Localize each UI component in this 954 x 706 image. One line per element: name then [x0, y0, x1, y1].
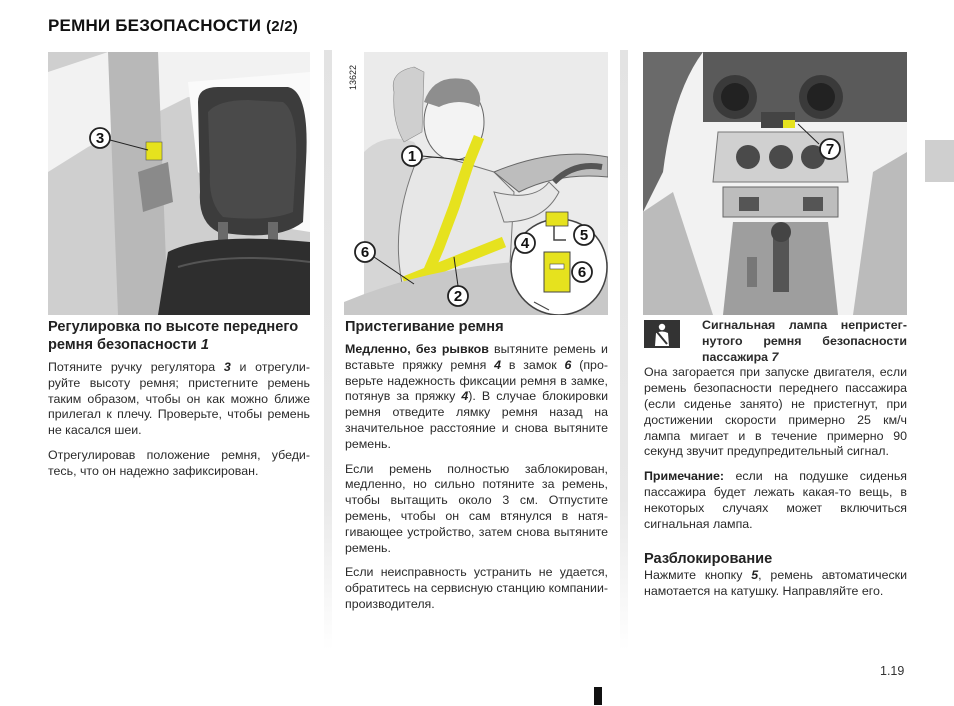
paragraph: Если неисправность устранить не удается, обратитесь на сервисную станцию компании-производителя. — [345, 565, 608, 611]
callout-7 — [820, 139, 840, 159]
paragraph: Потяните ручку регулятора 3 и отрегулируйте высоту ремня; пристегните ремень таким образом, чтобы он как можно ближе прилегал к плечу. Проверьте, чтобы ремень не касался шеи. — [48, 360, 310, 438]
svg-text:6: 6 — [577, 264, 587, 281]
callout-1 — [402, 146, 422, 166]
column-fastening — [345, 318, 608, 613]
svg-text:7: 7 — [825, 141, 835, 158]
callout-6 — [355, 242, 375, 262]
illustration-fastening-belt — [344, 52, 608, 315]
paragraph: Она загорается при запуске двигателя, если ремень безопасности переднего пассажира (если сиденье занято) не пристегнут, при достижении скорости примерно 25 км/ч лампа мигает и в течение примерно 90 секунд звучит предупредительный сигнал. — [644, 365, 907, 459]
callout-3 — [90, 128, 110, 148]
callout-4 — [515, 233, 535, 253]
figure-code: 13622 — [348, 64, 358, 90]
section-heading-height-adjustment: Регулировка по высоте переднего ремня безопасности 1 — [48, 319, 299, 353]
paragraph: Нажмите кнопку 5, ремень автоматически намотается на катушку. Направляйте его. — [644, 568, 907, 599]
page-title — [48, 16, 298, 36]
section-heading-fastening: Пристегивание ремня — [345, 319, 504, 335]
page-title-part: (2/2) — [266, 18, 298, 35]
page-number: 1.19 — [880, 664, 905, 678]
seat-belt-warning-icon — [644, 320, 680, 348]
note: Примечание: если на подушке сиденья пассажира будет лежать какая-то вещь, в некоторых случаях может включиться сигнальная лампа. — [644, 469, 907, 531]
chapter-side-tab — [925, 140, 954, 182]
fastening-belt-drawing — [344, 52, 608, 315]
svg-text:6: 6 — [360, 244, 370, 261]
column-warning-lamp — [644, 318, 907, 600]
svg-text:1: 1 — [407, 148, 417, 165]
callout-6-detail — [572, 262, 592, 282]
paragraph: Медленно, без рывков вытяните ремень и вставьте пряжку ремня 4 в замок 6 (проверьте надежность фиксации ремня в замке, потянув за пряжку 4). В случае блокировки ремня отведите лямку ремня назад на значительное расстояние и снова вытяните ремень. — [345, 342, 609, 451]
warning-lamp-heading: Сигнальная лампа непристегнутого ремня безопасности пассажира 7 — [644, 318, 907, 365]
column-divider — [620, 50, 628, 650]
column-height-adjustment — [48, 318, 310, 480]
paragraph: Если ремень полностью заблокирован, медленно, но сильно потяните за ремень, чтобы вытащить около 3 см. Отпустите ремень, чтобы он сам втянулся в натягивающее устройство, затем снова вытяните ремень. — [345, 461, 608, 555]
callout-5 — [574, 225, 594, 245]
svg-text:3: 3 — [95, 130, 105, 147]
paragraph: Отрегулировав положение ремня, убедитесь, что он надежно зафиксирован. — [48, 447, 310, 478]
illustration-seat-belt-adjuster — [48, 52, 310, 315]
seat-belt-adjuster-drawing — [48, 52, 310, 315]
illustration-dashboard-warning-lamp — [643, 52, 907, 315]
svg-text:5: 5 — [579, 227, 589, 244]
dashboard-drawing — [643, 52, 907, 315]
page-title-text: РЕМНИ БЕЗОПАСНОСТИ — [48, 16, 262, 35]
callout-2 — [448, 286, 468, 306]
column-divider — [324, 50, 332, 650]
svg-text:4: 4 — [520, 235, 530, 252]
section-heading-unlocking: Разблокирование — [644, 551, 773, 568]
print-mark — [594, 687, 602, 705]
svg-text:2: 2 — [453, 288, 463, 305]
